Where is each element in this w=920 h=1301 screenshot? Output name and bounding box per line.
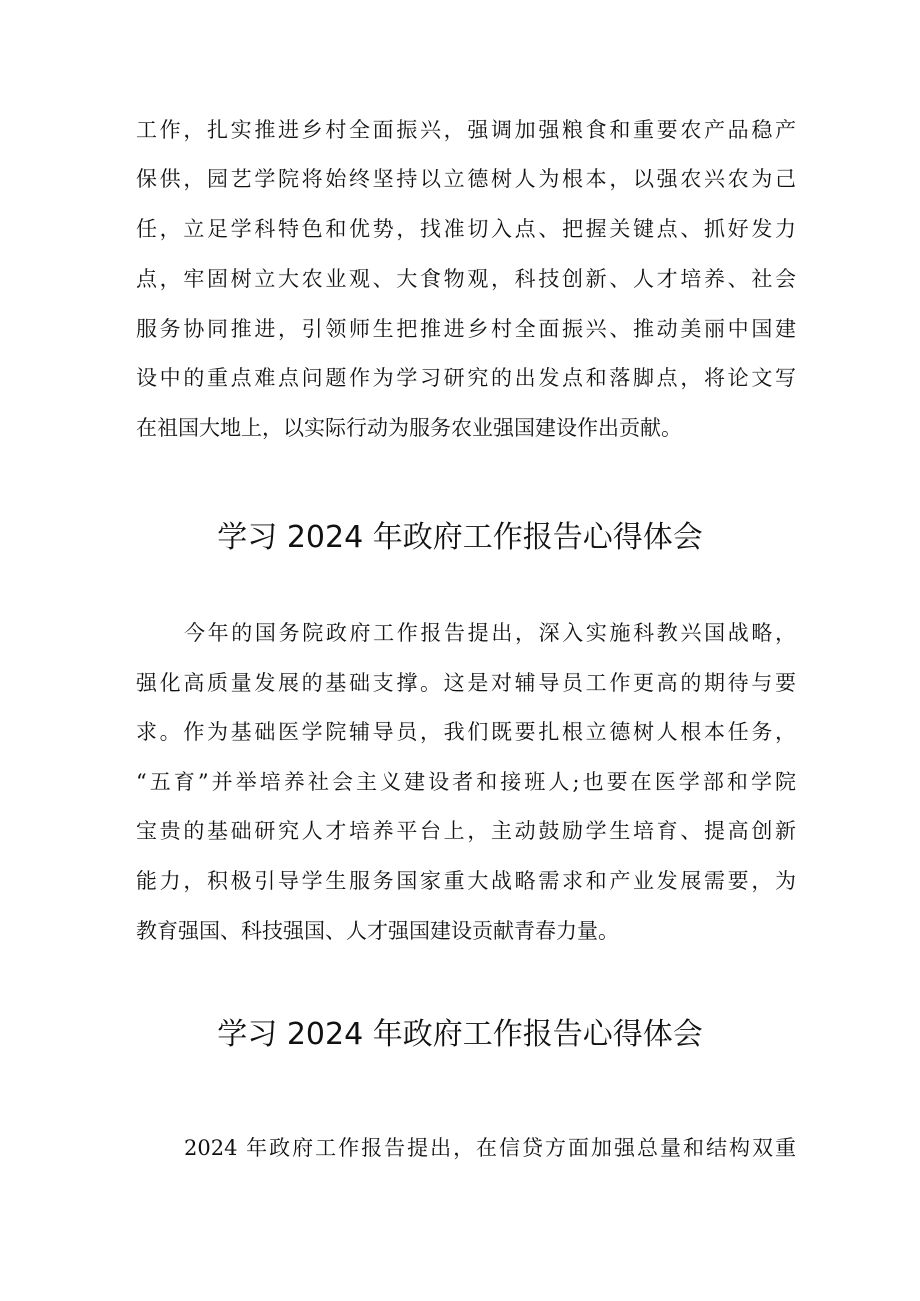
paragraph-line: 能力，积极引导学生服务国家重大战略需求和产业发展需要，为 (136, 869, 796, 893)
paragraph-line: 宝贵的基础研究人才培养平台上，主动鼓励学生培育、提高创新 (136, 819, 796, 843)
paragraph-line: 任，立足学科特色和优势，找准切入点、把握关键点、抓好发力 (136, 217, 796, 241)
paragraph-line: 保供，园艺学院将始终坚持以立德树人为根本，以强农兴农为己 (136, 167, 796, 191)
paragraph-line: 工作，扎实推进乡村全面振兴，强调加强粮食和重要农产品稳产 (136, 118, 796, 142)
paragraph-line: 2024 年政府工作报告提出，在信贷方面加强总量和结构双重 (184, 1136, 796, 1160)
paragraph-line: 服务协同推进，引领师生把推进乡村全面振兴、推动美丽中国建 (136, 317, 796, 341)
paragraph-line: 今年的国务院政府工作报告提出，深入实施科教兴国战略， (184, 621, 796, 645)
paragraph-line: 设中的重点难点问题作为学习研究的出发点和落脚点，将论文写 (136, 366, 796, 390)
paragraph-line: 求。作为基础医学院辅导员，我们既要扎根立德树人根本任务， (136, 720, 796, 744)
section-title: 学习 2024 年政府工作报告心得体会 (217, 520, 703, 555)
paragraph-line: “五育”并举培养社会主义建设者和接班人;也要在医学部和学院 (136, 770, 796, 794)
paragraph-line: 教育强国、科技强国、人才强国建设贡献青春力量。 (136, 919, 619, 943)
paragraph-line: 强化高质量发展的基础支撑。这是对辅导员工作更高的期待与要 (136, 671, 796, 695)
paragraph-line: 点，牢固树立大农业观、大食物观，科技创新、人才培养、社会 (136, 267, 796, 291)
section-title: 学习 2024 年政府工作报告心得体会 (217, 1017, 703, 1052)
paragraph-line: 在祖国大地上，以实际行动为服务农业强国建设作出贡献。 (136, 416, 682, 440)
